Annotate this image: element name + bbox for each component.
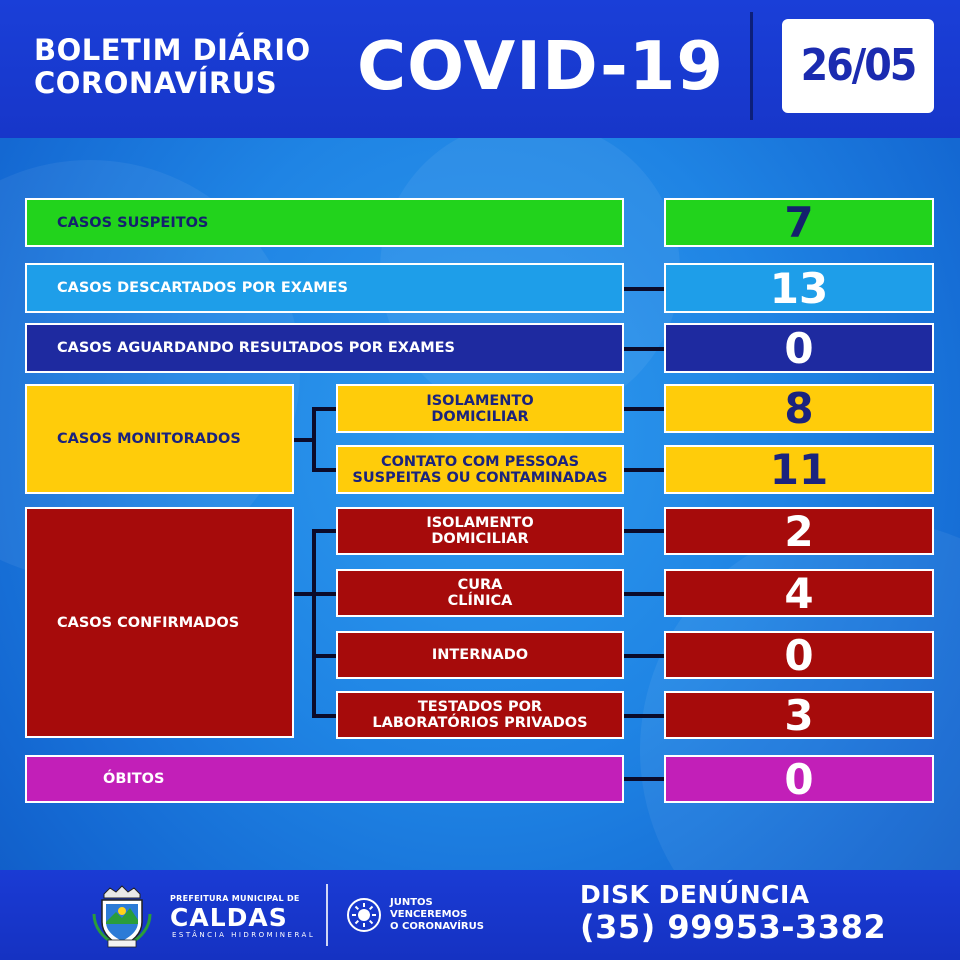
suspeitos-label: CASOS SUSPEITOS [57,214,209,231]
confirmados-isolamento-value: 2 [784,506,814,556]
confirmados-label: CASOS CONFIRMADOS [57,614,240,631]
date-badge [782,19,934,113]
connector-line [624,529,664,533]
confirmados-testados-box [336,691,624,739]
confirmados-cura-box [336,569,624,617]
juntos-slogan [390,897,484,933]
obitos-value-box [664,755,934,803]
monitorados-label: CASOS MONITORADOS [57,431,241,447]
header-bar [0,0,960,138]
bracket-line [312,714,336,718]
confirmados-cura-label-2: CLÍNICA [447,593,513,609]
prefeitura-name: CALDAS [170,903,288,932]
confirmados-cura-label-1: CURA [457,577,503,593]
aguardando-label: CASOS AGUARDANDO RESULTADOS POR EXAMES [57,340,455,356]
confirmados-internado-label: INTERNADO [431,647,529,663]
aguardando-label-box [25,323,624,373]
monitorados-isolamento-box [336,384,624,433]
disk-denuncia-label: DISK DENÚNCIA [580,880,810,909]
monitorados-isolamento-label-1: ISOLAMENTO [426,392,534,409]
bracket-line [312,654,336,658]
connector-line [624,592,664,596]
confirmados-cura-value-box [664,569,934,617]
suspeitos-value-box [664,198,934,247]
obitos-label-box [25,755,624,803]
obitos-value: 0 [784,754,814,804]
monitorados-contato-label-2: SUSPEITAS OU CONTAMINADAS [352,469,608,486]
prefeitura-small-text: PREFEITURA MUNICIPAL DE [170,894,300,903]
bulletin-title [34,34,354,100]
virus-sun-icon [346,897,382,933]
bracket-line [294,438,314,442]
confirmados-isolamento-label-2: DOMICILIAR [431,531,529,547]
confirmados-internado-value-box [664,631,934,679]
confirmados-internado-value: 0 [784,630,814,680]
monitorados-contato-value-box [664,445,934,494]
monitorados-contato-label-1: CONTATO COM PESSOAS [380,453,580,470]
descartados-label-box [25,263,624,313]
title-line-1: BOLETIM DIÁRIO [34,33,311,67]
connector-line [624,287,664,291]
connector-line [624,468,664,472]
confirmados-testados-value-box [664,691,934,739]
title-line-2: CORONAVÍRUS [34,66,278,100]
descartados-value: 13 [769,263,829,313]
covid-heading: COVID-19 [357,27,725,105]
descartados-label: CASOS DESCARTADOS POR EXAMES [57,280,348,296]
confirmados-isolamento-value-box [664,507,934,555]
bracket-line [312,407,336,411]
connector-line [624,654,664,658]
confirmados-isolamento-label-1: ISOLAMENTO [426,515,534,531]
juntos-line-2: VENCEREMOS [390,909,468,920]
monitorados-label-box [25,384,294,494]
confirmados-isolamento-box [336,507,624,555]
footer-bar [0,870,960,960]
confirmados-label-box [25,507,294,738]
connector-line [624,347,664,351]
bracket-line [312,407,316,470]
caldas-crest-icon [90,884,154,948]
suspeitos-value: 7 [784,198,814,247]
confirmados-cura-value: 4 [784,568,814,618]
connector-line [624,714,664,718]
bracket-line [312,468,336,472]
bracket-line [312,529,336,533]
footer-divider [326,884,328,946]
obitos-label: ÓBITOS [103,771,165,787]
monitorados-contato-value: 11 [769,445,829,494]
monitorados-isolamento-value-box [664,384,934,433]
bracket-line [294,592,314,596]
juntos-line-3: O CORONAVÍRUS [390,921,484,932]
date-text: 26/05 [800,40,916,91]
confirmados-testados-label-2: LABORATÓRIOS PRIVADOS [372,715,588,731]
monitorados-isolamento-label-2: DOMICILIAR [431,408,529,425]
descartados-value-box [664,263,934,313]
aguardando-value: 0 [784,323,814,373]
bracket-line [312,529,316,718]
confirmados-internado-box [336,631,624,679]
confirmados-testados-value: 3 [784,690,814,740]
confirmados-testados-label-1: TESTADOS POR [417,699,543,715]
juntos-line-1: JUNTOS [390,897,433,908]
connector-line [624,407,664,411]
header-divider [750,12,753,120]
prefeitura-subtitle: ESTÂNCIA HIDROMINERAL [172,931,316,939]
bracket-line [312,592,336,596]
connector-line [624,777,664,781]
aguardando-value-box [664,323,934,373]
monitorados-isolamento-value: 8 [784,384,814,433]
disk-denuncia-phone: (35) 99953-3382 [580,908,887,946]
suspeitos-label-box [25,198,624,247]
monitorados-contato-box [336,445,624,494]
